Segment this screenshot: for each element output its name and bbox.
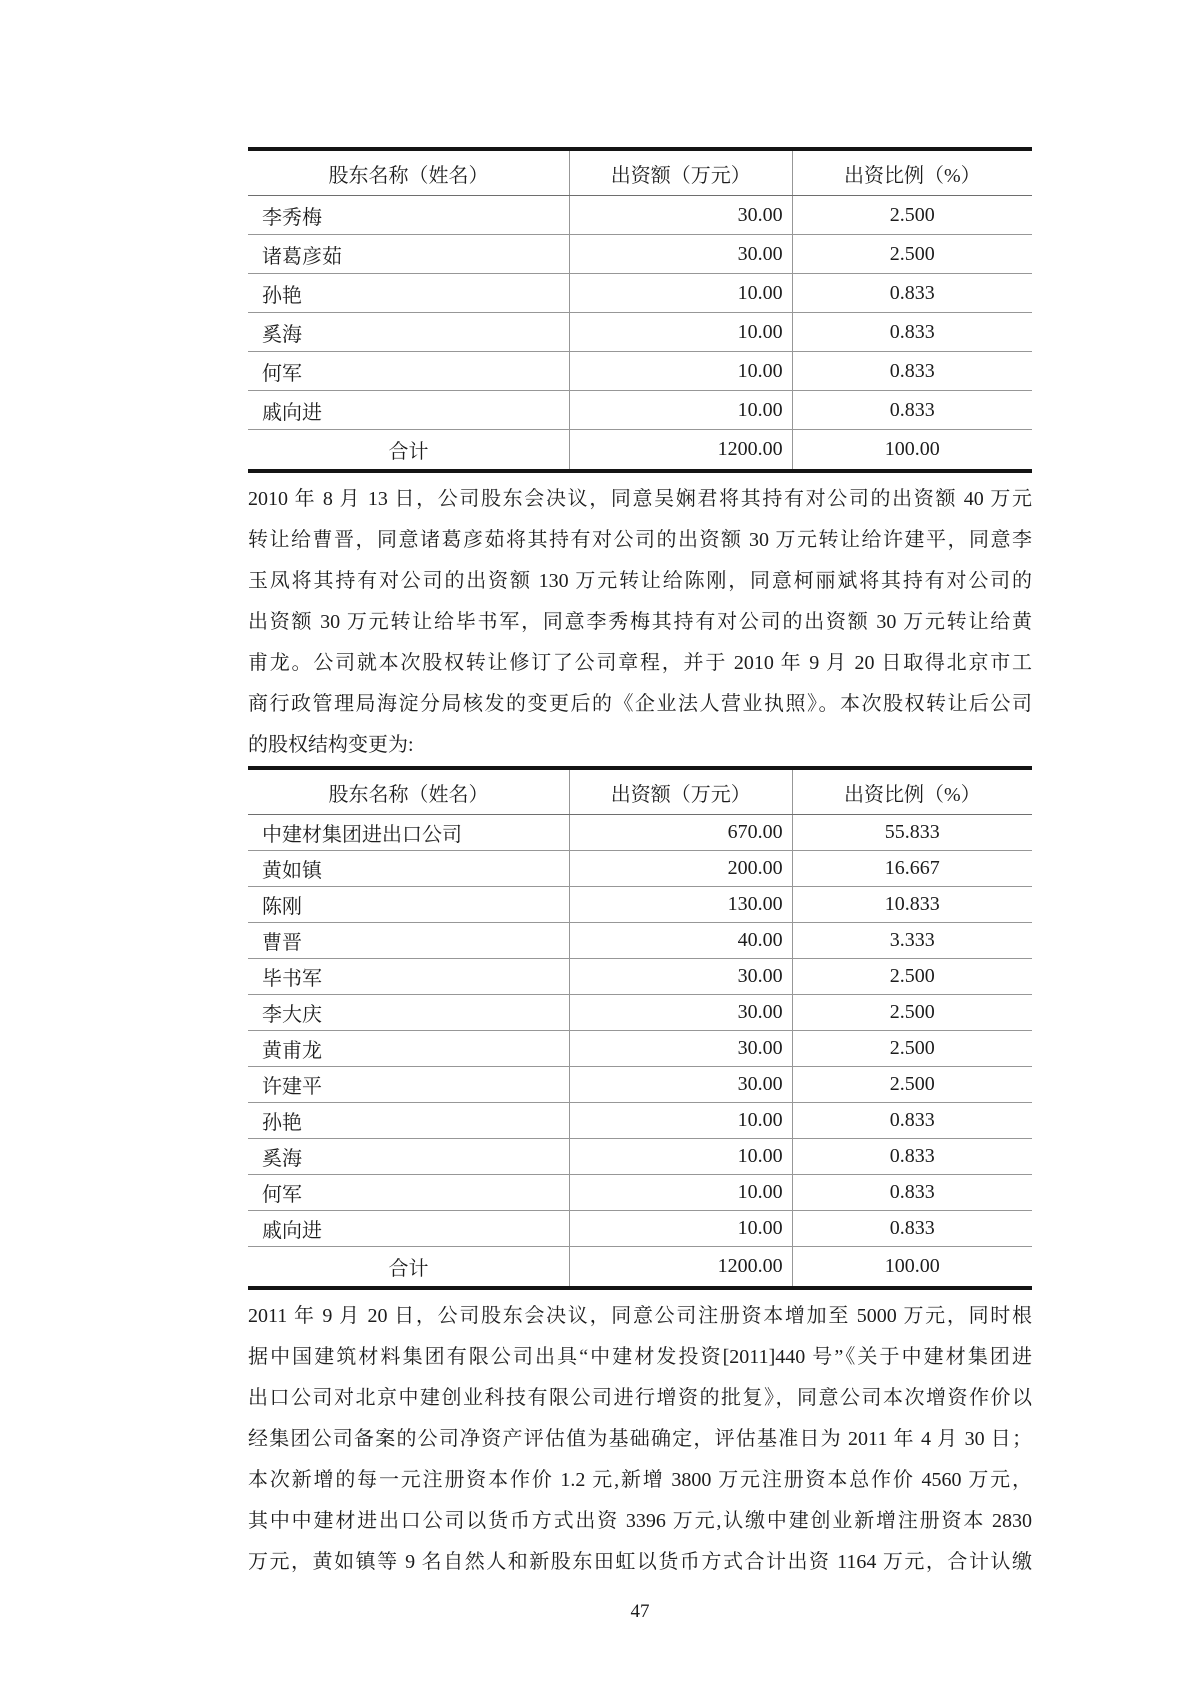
paragraph-line: 本次新增的每一元注册资本作价 1.2 元,新增 3800 万元注册资本总作价 4560 万元， bbox=[248, 1469, 1032, 1491]
table-row bbox=[248, 923, 1032, 959]
shareholder-table-1 bbox=[248, 147, 1032, 473]
amount-cell: 10.00 bbox=[569, 391, 792, 430]
ratio-cell: 2.500 bbox=[792, 995, 1032, 1031]
ratio-cell: 55.833 bbox=[792, 815, 1032, 851]
shareholder-name-cell: 曹晋 bbox=[248, 923, 569, 959]
table-row bbox=[248, 1067, 1032, 1103]
ratio-cell: 2.500 bbox=[792, 196, 1032, 235]
amount-cell: 30.00 bbox=[569, 995, 792, 1031]
shareholder-name-cell: 何军 bbox=[248, 1175, 569, 1211]
total-label-cell: 合计 bbox=[388, 1258, 429, 1280]
amount-cell: 30.00 bbox=[569, 959, 792, 995]
total-label-cell: 合计 bbox=[388, 441, 429, 463]
amount-cell: 10.00 bbox=[569, 1175, 792, 1211]
shareholder-name-cell: 何军 bbox=[248, 352, 569, 391]
amount-cell: 10.00 bbox=[569, 313, 792, 352]
table-row bbox=[248, 1139, 1032, 1175]
paragraph-line: 其中中建材进出口公司以货币方式出资 3396 万元,认缴中建创业新增注册资本 2830 bbox=[248, 1510, 1032, 1532]
table-row bbox=[248, 887, 1032, 923]
ratio-cell: 10.833 bbox=[792, 887, 1032, 923]
total-amount-cell: 1200.00 bbox=[569, 430, 792, 472]
ratio-cell: 0.833 bbox=[792, 1211, 1032, 1247]
paragraph-line: 2011 年 9 月 20 日，公司股东会决议，同意公司注册资本增加至 5000 万元，同时根 bbox=[248, 1305, 1032, 1327]
table-row bbox=[248, 313, 1032, 352]
shareholder-name-cell: 奚海 bbox=[248, 313, 569, 352]
ratio-cell: 2.500 bbox=[792, 1067, 1032, 1103]
table-row bbox=[248, 274, 1032, 313]
table-row bbox=[248, 815, 1032, 851]
shareholder-name-cell: 戚向进 bbox=[248, 391, 569, 430]
total-ratio-cell: 100.00 bbox=[792, 1247, 1032, 1289]
table-row bbox=[248, 959, 1032, 995]
table-row bbox=[248, 196, 1032, 235]
table-row bbox=[248, 995, 1032, 1031]
paragraph-line: 据中国建筑材料集团有限公司出具“中建材发投资[2011]440 号”《关于中建材集团进 bbox=[248, 1346, 1032, 1368]
table-row bbox=[248, 391, 1032, 430]
page-number: 47 bbox=[630, 1601, 650, 1622]
ratio-cell: 0.833 bbox=[792, 1139, 1032, 1175]
table-1-body bbox=[248, 196, 1032, 430]
total-row bbox=[248, 1247, 1032, 1289]
col-header-shareholder-name: 股东名称（姓名） bbox=[248, 149, 569, 196]
ratio-cell: 0.833 bbox=[792, 313, 1032, 352]
shareholder-name-cell: 陈刚 bbox=[248, 887, 569, 923]
amount-cell: 40.00 bbox=[569, 923, 792, 959]
shareholder-name-cell: 奚海 bbox=[248, 1139, 569, 1175]
shareholder-name-cell: 孙艳 bbox=[248, 1103, 569, 1139]
amount-cell: 10.00 bbox=[569, 274, 792, 313]
ratio-cell: 0.833 bbox=[792, 274, 1032, 313]
table-1-header bbox=[248, 149, 1032, 196]
ratio-cell: 2.500 bbox=[792, 959, 1032, 995]
amount-cell: 30.00 bbox=[569, 235, 792, 274]
amount-cell: 10.00 bbox=[569, 1139, 792, 1175]
amount-cell: 670.00 bbox=[569, 815, 792, 851]
shareholder-name-cell: 李秀梅 bbox=[248, 196, 569, 235]
shareholder-name-cell: 李大庆 bbox=[248, 995, 569, 1031]
header-row bbox=[248, 768, 1032, 815]
amount-cell: 130.00 bbox=[569, 887, 792, 923]
paragraph-1 bbox=[248, 479, 1032, 766]
ratio-cell: 0.833 bbox=[792, 1103, 1032, 1139]
shareholder-name-cell: 诸葛彦茹 bbox=[248, 235, 569, 274]
ratio-cell: 3.333 bbox=[792, 923, 1032, 959]
table-row bbox=[248, 851, 1032, 887]
amount-cell: 30.00 bbox=[569, 1067, 792, 1103]
amount-cell: 10.00 bbox=[569, 1211, 792, 1247]
shareholder-table-2 bbox=[248, 766, 1032, 1290]
table-row bbox=[248, 1211, 1032, 1247]
col-header-contribution-ratio: 出资比例（%） bbox=[792, 149, 1032, 196]
ratio-cell: 16.667 bbox=[792, 851, 1032, 887]
shareholder-name-cell: 毕书军 bbox=[248, 959, 569, 995]
paragraph-line: 万元，黄如镇等 9 名自然人和新股东田虹以货币方式合计出资 1164 万元，合计认缴 bbox=[248, 1551, 1032, 1573]
paragraph-line: 经集团公司备案的公司净资产评估值为基础确定，评估基准日为 2011 年 4 月 30 日； bbox=[248, 1428, 1032, 1450]
amount-cell: 200.00 bbox=[569, 851, 792, 887]
table-2-footer bbox=[248, 1247, 1032, 1289]
table-row bbox=[248, 235, 1032, 274]
total-row bbox=[248, 430, 1032, 472]
paragraph-2 bbox=[248, 1296, 1032, 1583]
header-row bbox=[248, 149, 1032, 196]
page-content bbox=[248, 147, 1032, 1625]
paragraph-line: 出资额 30 万元转让给毕书军，同意李秀梅其持有对公司的出资额 30 万元转让给黄 bbox=[248, 611, 1032, 633]
amount-cell: 30.00 bbox=[569, 196, 792, 235]
amount-cell: 10.00 bbox=[569, 1103, 792, 1139]
paragraph-line: 商行政管理局海淀分局核发的变更后的《企业法人营业执照》。本次股权转让后公司 bbox=[248, 693, 1032, 715]
paragraph-line: 玉凤将其持有对公司的出资额 130 万元转让给陈刚，同意柯丽斌将其持有对公司的 bbox=[248, 570, 1032, 592]
ratio-cell: 0.833 bbox=[792, 352, 1032, 391]
ratio-cell: 0.833 bbox=[792, 391, 1032, 430]
paragraph-line: 2010 年 8 月 13 日，公司股东会决议，同意吴娴君将其持有对公司的出资额 40 万元 bbox=[248, 488, 1032, 510]
paragraph-line: 的股权结构变更为: bbox=[248, 734, 414, 756]
ratio-cell: 0.833 bbox=[792, 1175, 1032, 1211]
total-amount-cell: 1200.00 bbox=[569, 1247, 792, 1289]
ratio-cell: 2.500 bbox=[792, 235, 1032, 274]
paragraph-line: 出口公司对北京中建创业科技有限公司进行增资的批复》，同意公司本次增资作价以 bbox=[248, 1387, 1032, 1409]
shareholder-name-cell: 黄甫龙 bbox=[248, 1031, 569, 1067]
table-2-body bbox=[248, 815, 1032, 1247]
shareholder-name-cell: 孙艳 bbox=[248, 274, 569, 313]
amount-cell: 30.00 bbox=[569, 1031, 792, 1067]
table-2-header bbox=[248, 768, 1032, 815]
shareholder-name-cell: 黄如镇 bbox=[248, 851, 569, 887]
table-row bbox=[248, 352, 1032, 391]
shareholder-name-cell: 戚向进 bbox=[248, 1211, 569, 1247]
total-ratio-cell: 100.00 bbox=[792, 430, 1032, 472]
table-row bbox=[248, 1031, 1032, 1067]
col-header-contribution-amount: 出资额（万元） bbox=[569, 768, 792, 815]
shareholder-name-cell: 中建材集团进出口公司 bbox=[248, 815, 569, 851]
ratio-cell: 2.500 bbox=[792, 1031, 1032, 1067]
table-1-footer bbox=[248, 430, 1032, 472]
amount-cell: 10.00 bbox=[569, 352, 792, 391]
shareholder-name-cell: 许建平 bbox=[248, 1067, 569, 1103]
table-row bbox=[248, 1175, 1032, 1211]
col-header-contribution-amount: 出资额（万元） bbox=[569, 149, 792, 196]
col-header-contribution-ratio: 出资比例（%） bbox=[792, 768, 1032, 815]
table-row bbox=[248, 1103, 1032, 1139]
paragraph-line: 转让给曹晋，同意诸葛彦茹将其持有对公司的出资额 30 万元转让给许建平，同意李 bbox=[248, 529, 1032, 551]
paragraph-line: 甫龙。公司就本次股权转让修订了公司章程，并于 2010 年 9 月 20 日取得北京市工 bbox=[248, 652, 1032, 674]
col-header-shareholder-name: 股东名称（姓名） bbox=[248, 768, 569, 815]
